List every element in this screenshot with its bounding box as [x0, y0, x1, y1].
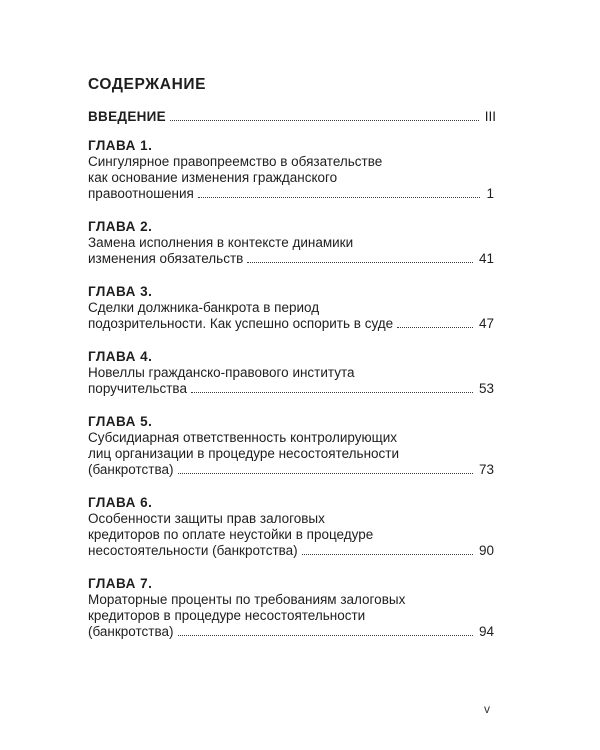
chapter-label: ГЛАВА 5. — [88, 414, 153, 429]
chapter-title-line-end: (банкротства) — [88, 462, 174, 477]
chapter-title-line-end: правоотношения — [88, 186, 194, 201]
toc-entry-introduction[interactable] — [88, 109, 496, 124]
chapter-page-number: 53 — [478, 381, 494, 396]
dot-leader — [191, 391, 473, 393]
chapter-title-last-line — [88, 462, 494, 478]
chapter-title-line-end: поручительства — [88, 381, 187, 396]
toc-chapter-list — [88, 138, 494, 657]
chapter-title-line: Новеллы гражданско-правового института — [88, 365, 355, 380]
toc-heading: СОДЕРЖАНИЕ — [88, 76, 207, 93]
chapter-title-last-line — [88, 543, 494, 559]
chapter-page-number: 41 — [478, 251, 494, 266]
toc-entry-chapter-4[interactable] — [88, 349, 494, 397]
dot-leader — [397, 326, 473, 328]
toc-entry-chapter-6[interactable] — [88, 495, 494, 559]
chapter-title-last-line — [88, 381, 494, 397]
chapter-label: ГЛАВА 2. — [88, 219, 153, 234]
chapter-label: ГЛАВА 1. — [88, 138, 153, 153]
page-number-footer: v — [484, 702, 490, 716]
dot-leader — [178, 634, 473, 636]
dot-leader — [178, 472, 473, 474]
chapter-label: ГЛАВА 4. — [88, 349, 153, 364]
chapter-title-line: Особенности защиты прав залоговых — [88, 511, 325, 526]
chapter-title-last-line — [88, 186, 494, 202]
chapter-label: ГЛАВА 6. — [88, 495, 153, 510]
chapter-label: ГЛАВА 3. — [88, 284, 153, 299]
chapter-page-number: 1 — [486, 186, 494, 201]
dot-leader — [302, 553, 473, 555]
chapter-title-last-line — [88, 251, 494, 267]
chapter-title-line: кредиторов по оплате неустойки в процедуре — [88, 527, 374, 542]
toc-entry-chapter-7[interactable] — [88, 576, 494, 640]
chapter-page-number: 47 — [478, 316, 494, 331]
chapter-title-line: Замена исполнения в контексте динамики — [88, 235, 354, 250]
chapter-title-line-end: изменения обязательств — [88, 251, 244, 266]
chapter-page-number: 73 — [478, 462, 494, 477]
chapter-title-line: лиц организации в процедуре несостоятельности — [88, 446, 400, 461]
chapter-page-number: 94 — [478, 624, 494, 639]
chapter-title-last-line — [88, 316, 494, 332]
introduction-label: ВВЕДЕНИЕ — [88, 109, 166, 124]
chapter-title-last-line — [88, 624, 494, 640]
introduction-page-number: III — [484, 109, 496, 124]
chapter-label: ГЛАВА 7. — [88, 576, 153, 591]
chapter-page-number: 90 — [478, 543, 494, 558]
chapter-title-line: кредиторов в процедуре несостоятельности — [88, 608, 366, 623]
toc-entry-chapter-1[interactable] — [88, 138, 494, 202]
chapter-title-line-end: (банкротства) — [88, 624, 174, 639]
toc-entry-chapter-2[interactable] — [88, 219, 494, 267]
chapter-title-line: Сингулярное правопреемство в обязательстве — [88, 154, 383, 169]
chapter-title-line-end: подозрительности. Как успешно оспорить в суде — [88, 316, 394, 331]
toc-entry-chapter-3[interactable] — [88, 284, 494, 332]
dot-leader — [247, 261, 473, 263]
dot-leader — [198, 196, 481, 198]
chapter-title-line: Мораторные проценты по требованиям залоговых — [88, 592, 406, 607]
chapter-title-line: Субсидиарная ответственность контролирующих — [88, 430, 398, 445]
chapter-title-line: Сделки должника-банкрота в период — [88, 300, 320, 315]
chapter-title-line-end: несостоятельности (банкротства) — [88, 543, 298, 558]
toc-entry-chapter-5[interactable] — [88, 414, 494, 478]
chapter-title-line: как основание изменения гражданского — [88, 170, 338, 185]
dot-leader — [170, 119, 479, 121]
